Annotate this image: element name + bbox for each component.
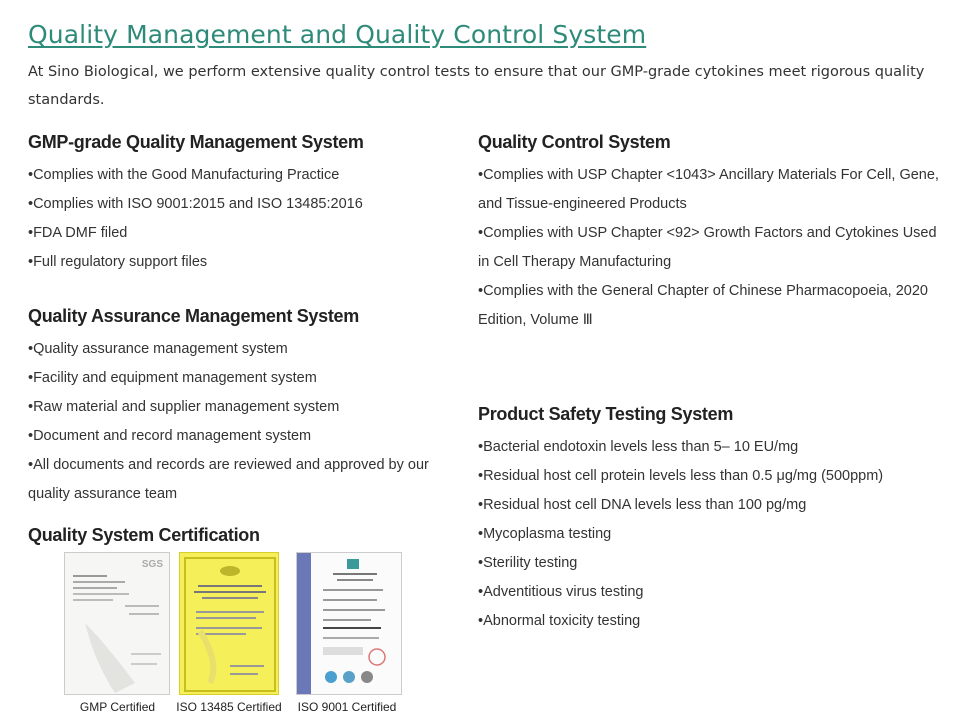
- section-quality-system-certification: [28, 524, 448, 546]
- section-title: Quality Control System: [478, 132, 671, 152]
- bullet-list: [28, 161, 448, 277]
- iso9001-certificate-image: [296, 552, 402, 695]
- section-title: GMP-grade Quality Management System: [28, 132, 364, 152]
- section-quality-control: [478, 131, 948, 335]
- section-gmp-quality-management: [28, 131, 448, 277]
- list-item: • Complies with USP Chapter <92> Growth Factors and Cytokines Used in Cell Therapy Manufacturing: [478, 219, 948, 277]
- list-item: • Complies with the General Chapter of Chinese Pharmacopoeia, 2020 Edition, Volume Ⅲ: [478, 277, 948, 335]
- section-quality-assurance-management: [28, 305, 448, 509]
- section-title: Quality System Certification: [28, 525, 260, 545]
- iso13485-certificate-image: [179, 552, 279, 695]
- list-item: • Complies with ISO 9001:2015 and ISO 13485:2016: [28, 190, 448, 219]
- intro-text: At Sino Biological, we perform extensive quality control tests to ensure that our GMP-grade cytokines meet rigorous quality standards.: [28, 64, 925, 108]
- list-item: • Quality assurance management system: [28, 335, 448, 364]
- section-title: Quality Assurance Management System: [28, 306, 359, 326]
- section-title: Product Safety Testing System: [478, 404, 734, 424]
- list-item: • Adventitious virus testing: [478, 578, 948, 607]
- page-title: Quality Management and Quality Control System: [28, 20, 647, 49]
- list-item: • Residual host cell DNA levels less than 100 pg/mg: [478, 491, 948, 520]
- list-item: • Sterility testing: [478, 549, 948, 578]
- section-product-safety-testing: [478, 403, 948, 636]
- list-item: • Residual host cell protein levels less than 0.5 μg/mg (500ppm): [478, 462, 948, 491]
- list-item: • Full regulatory support files: [28, 248, 448, 277]
- list-item: • Complies with USP Chapter <1043> Ancillary Materials For Cell, Gene, and Tissue-engineered Products: [478, 161, 948, 219]
- bullet-list: [478, 161, 948, 335]
- sgs-logo: SGS: [141, 559, 163, 570]
- bullet-list: [28, 335, 448, 509]
- list-item: • Complies with the Good Manufacturing Practice: [28, 161, 448, 190]
- list-item: • Mycoplasma testing: [478, 520, 948, 549]
- list-item: • All documents and records are reviewed and approved by our quality assurance team: [28, 451, 448, 509]
- list-item: • Bacterial endotoxin levels less than 5– 10 EU/mg: [478, 433, 948, 462]
- certificate-caption: ISO 9001 Certified: [297, 700, 397, 714]
- bullet-list: [478, 433, 948, 636]
- certificate-caption: GMP Certified: [79, 700, 156, 714]
- gmp-certificate-image: [64, 552, 170, 695]
- certificate-caption: ISO 13485 Certified: [176, 700, 282, 714]
- list-item: • Facility and equipment management system: [28, 364, 448, 393]
- certificate-gallery: [60, 552, 420, 718]
- list-item: • Raw material and supplier management system: [28, 393, 448, 422]
- list-item: • Document and record management system: [28, 422, 448, 451]
- list-item: • Abnormal toxicity testing: [478, 607, 948, 636]
- list-item: • FDA DMF filed: [28, 219, 448, 248]
